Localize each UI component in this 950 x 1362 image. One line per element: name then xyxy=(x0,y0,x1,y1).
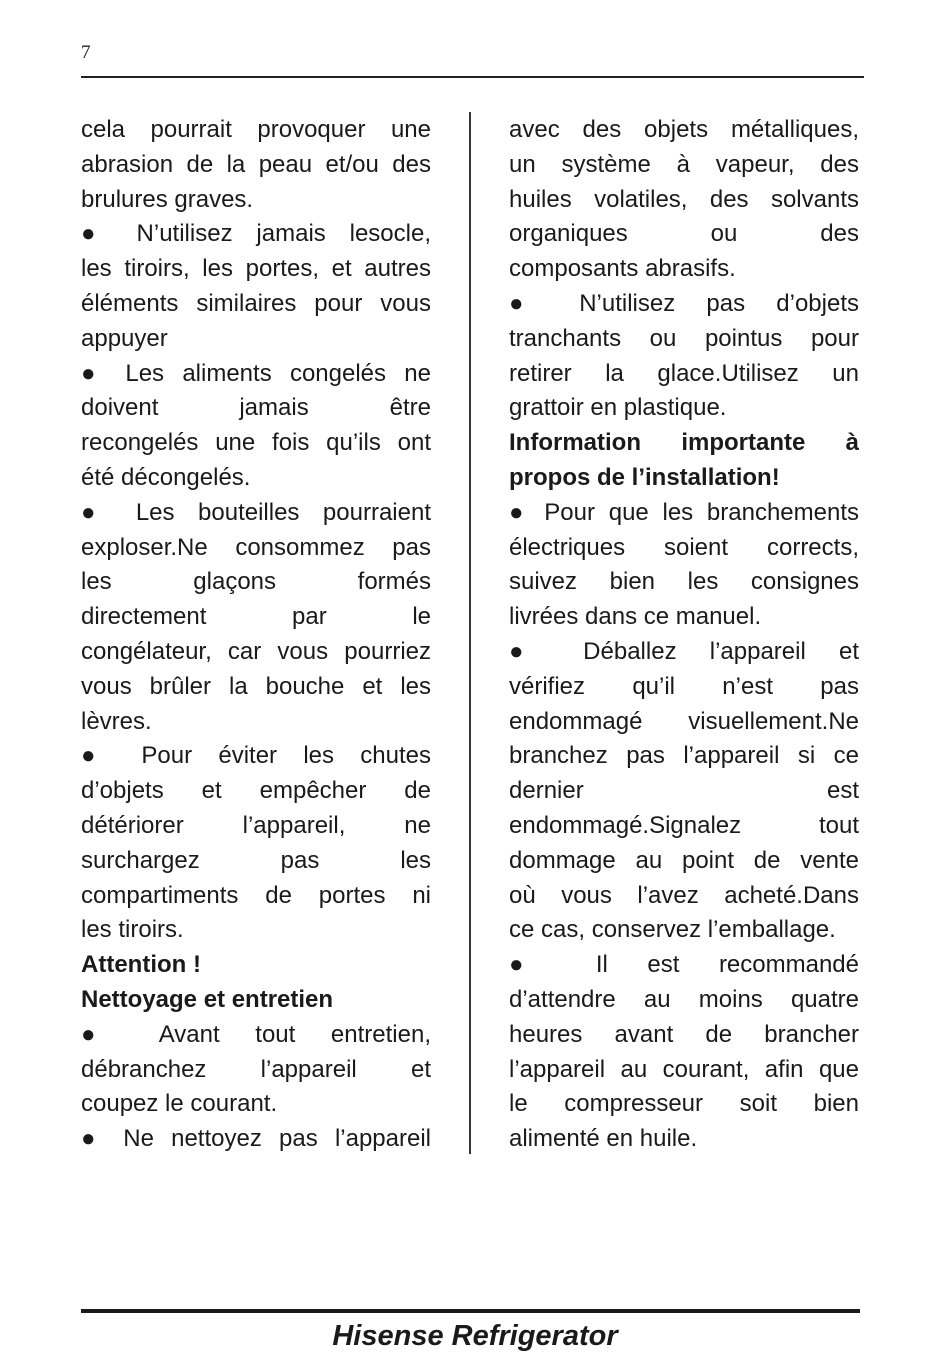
text-line: alimenté en huile. xyxy=(509,1125,698,1153)
text-line: lèvres. xyxy=(81,707,152,735)
text-line: propos de l’installation! xyxy=(509,463,780,491)
text-line: abrasion de la peau et/ou des xyxy=(81,150,431,178)
text-line: retirer la glace.Utilisez un xyxy=(509,359,859,387)
text-line: ce cas, conservez l’emballage. xyxy=(509,916,836,944)
text-line: ● Pour que les branchements xyxy=(509,498,859,526)
text-line: ● N’utilisez jamais lesocle, xyxy=(81,220,431,248)
text-line: détériorer l’appareil, ne xyxy=(81,811,431,839)
text-line: endommagé.Signalez tout xyxy=(509,811,859,839)
text-line: doivent jamais être xyxy=(81,394,431,422)
column-divider xyxy=(469,112,471,1154)
footer-brand: Hisense Refrigerator xyxy=(332,1320,618,1352)
text-line: endommagé visuellement.Ne xyxy=(509,707,859,735)
footer-rule xyxy=(81,1309,860,1313)
text-line: composants abrasifs. xyxy=(509,255,736,283)
text-line: branchez pas l’appareil si ce xyxy=(509,742,859,770)
text-line: Information importante à xyxy=(509,429,859,457)
text-line: éléments similaires pour vous xyxy=(81,289,431,317)
text-line: surchargez pas les xyxy=(81,846,431,874)
text-line: livrées dans ce manuel. xyxy=(509,603,762,631)
text-line: dernier est xyxy=(509,777,859,805)
right-column xyxy=(509,113,859,1157)
text-line: recongelés une fois qu’ils ont xyxy=(81,429,431,457)
header-rule xyxy=(81,76,864,78)
text-line: ● Pour éviter les chutes xyxy=(81,742,431,770)
text-line: suivez bien les consignes xyxy=(509,568,859,596)
text-line: directement par le xyxy=(81,603,431,631)
text-line: heures avant de brancher xyxy=(509,1020,859,1048)
text-line: débranchez l’appareil et xyxy=(81,1055,431,1083)
text-line: d’objets et empêcher de xyxy=(81,777,431,805)
text-line: d’attendre au moins quatre xyxy=(509,985,859,1013)
text-line: les tiroirs. xyxy=(81,916,184,944)
text-line: ● Il est recommandé xyxy=(509,951,859,979)
text-line: dommage au point de vente xyxy=(509,846,859,874)
text-line: les glaçons formés xyxy=(81,568,431,596)
text-line: ● Les bouteilles pourraient xyxy=(81,498,431,526)
text-line: l’appareil au courant, afin que xyxy=(509,1055,859,1083)
text-line: le compresseur soit bien xyxy=(509,1090,859,1118)
text-line: électriques soient corrects, xyxy=(509,533,859,561)
text-line: cela pourrait provoquer une xyxy=(81,116,431,143)
text-line: appuyer xyxy=(81,324,168,352)
text-line: ● Déballez l’appareil et xyxy=(509,637,859,665)
text-line: congélateur, car vous pourriez xyxy=(81,637,431,665)
left-column xyxy=(81,113,431,1157)
text-line: avec des objets métalliques, xyxy=(509,116,859,143)
text-line: brulures graves. xyxy=(81,185,254,213)
text-line: grattoir en plastique. xyxy=(509,394,727,422)
text-line: où vous l’avez acheté.Dans xyxy=(509,881,859,909)
text-line: organiques ou des xyxy=(509,220,859,248)
text-line: huiles volatiles, des solvants xyxy=(509,185,859,213)
text-line: les tiroirs, les portes, et autres xyxy=(81,255,431,283)
text-line: ● Ne nettoyez pas l’appareil xyxy=(81,1125,431,1153)
text-line: Attention ! xyxy=(81,951,201,979)
text-line: été décongelés. xyxy=(81,463,251,491)
text-line: Nettoyage et entretien xyxy=(81,985,334,1013)
text-line: un système à vapeur, des xyxy=(509,150,859,178)
text-line: ● Les aliments congelés ne xyxy=(81,359,431,387)
text-line: tranchants ou pointus pour xyxy=(509,324,859,352)
text-line: vous brûler la bouche et les xyxy=(81,672,431,700)
text-line: coupez le courant. xyxy=(81,1090,278,1118)
text-line: ● Avant tout entretien, xyxy=(81,1020,431,1048)
text-line: exploser.Ne consommez pas xyxy=(81,533,431,561)
text-line: vérifiez qu’il n’est pas xyxy=(509,672,859,700)
text-line: compartiments de portes ni xyxy=(81,881,431,909)
page-number: 7 xyxy=(81,42,91,63)
text-line: ● N’utilisez pas d’objets xyxy=(509,289,859,317)
